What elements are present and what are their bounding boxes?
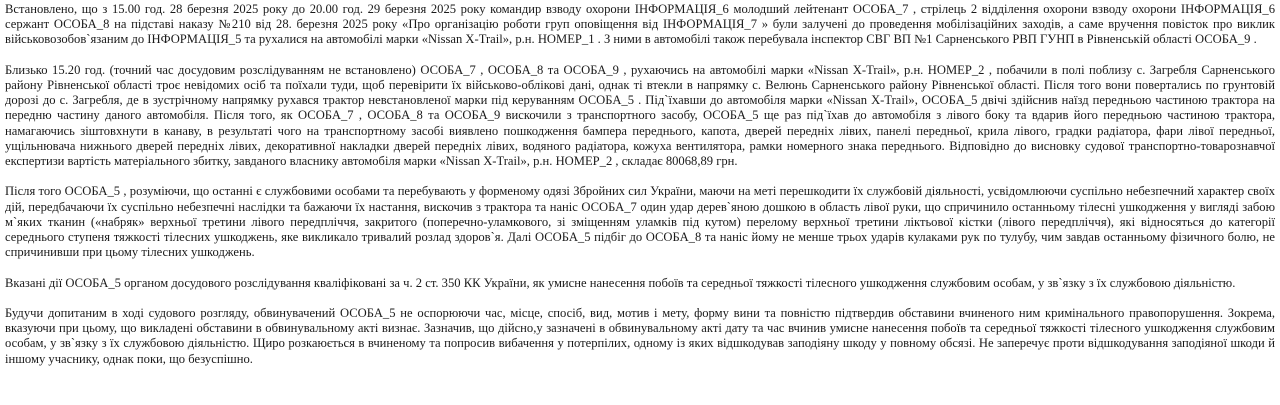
paragraph-circumstances: Встановлено, що з 15.00 год. 28 березня 2025 року до 20.00 год. 29 березня 2025 року командир взводу охорони ІНФОРМАЦІЯ_6 молодший лейтенант ОСОБА_7 , стрілець 2 відділення охорони взводу охорони ІНФОРМАЦІЯ_6 сержант ОСОБА_8 на підставі наказу №210 від 28. березня 2025 року «Про організацію роботи груп оповіщення від ІНФОРМАЦІЯ_7 » були залучені до проведення мобілізаційних заходів, а саме вручення повісток про виклик військовозобов`язаним до ІНФОРМАЦІЯ_5 та рухалися на автомобілі марки «Nissan X-Trail», р.н. НОМЕР_1 . З ними в автомобілі також перебувала інспектор СВГ ВП №1 Сарненського РВП ГУНП в Рівненській області ОСОБА_9 .	[5, 2, 1275, 47]
paragraph-assault: Після того ОСОБА_5 , розуміючи, що останні є службовими особами та перебувають у форменому одязі Збройних сил України, маючи на меті перешкодити їх службовій діяльності, усвідомлюючи суспільно небезпечний характер своїх дій, передбачаючи їх суспільно небезпечні наслідки та бажаючи їх настання, вискочив з трактора та наніс ОСОБА_7 один удар дерев`яною дошкою в область лівої руки, що спричинило останньому тілесні ушкодження у вигляді забою м`яких тканин («набряк» верхньої третини лівого передпліччя, закритого (поперечно-уламкового, зі зміщенням уламків під кутом) перелому верхньої третини ліктьової кістки (лівого передпліччя), які відносяться до категорії середнього ступеня тяжкості тілесних ушкоджень, яке викликало тривалий розлад здоров`я. Далі ОСОБА_5 підбіг до ОСОБА_8 та наніс йому не менше трьох ударів кулаками рук по тулубу, чим завдав останньому фізичного болю, не спричинивши при цьому тілесних ушкоджень.	[5, 184, 1275, 260]
paragraph-qualification: Вказані дії ОСОБА_5 органом досудового розслідування кваліфіковані за ч. 2 ст. 350 КК України, як умисне нанесення побоїв та середньої тяжкості тілесного ушкодження службовим особам, у зв`язку з їх службовою діяльністю.	[5, 275, 1236, 290]
paragraph-testimony: Будучи допитаним в ході судового розгляду, обвинувачений ОСОБА_5 не оспорюючи час, місце, спосіб, вид, мотив і мету, форму вини та повністю підтвердив обставини вчиненого ним кримінального правопорушення. Зокрема, вказуючи при цьому, що викладені обставини в обвинувальному акті визнає. Зазначив, що дійсно,у зазначені в обвинувальному акті дату та час вчинив умисне нанесення побоїв та середньої тяжкості тілесного ушкодження службовим особам, у зв`язку з їх службовою діяльністю. Щиро розкаюється в вчиненому та попросив вибачення у потерпілих, одному із яких відшкодував заподіяну шкоду у повному обсязі. Не заперечує проти відшкодування заподіяної шкоди й іншому учаснику, однак поки, що безуспішно.	[5, 306, 1275, 366]
paragraph-incident: Близько 15.20 год. (точний час досудовим розслідуванням не встановлено) ОСОБА_7 , ОСОБА_8 та ОСОБА_9 , рухаючись на автомобілі марки «Nissan X-Trail», р.н. НОМЕР_2 , побачили в полі поблизу с. Загребля Сарненського району Рівненської області троє невідомих осіб та поїхали туди, щоб перевірити їх військово-облікові дані, однак ті втекли в напрямку с. Велюнь Сарненського району Рівненської області. Після того вони повертались по грунтовій дорозі до с. Загребля, де в зустрічному напрямку рухався трактор невстановленої марки під керуванням ОСОБА_5 . Під`їхавши до автомобіля марки «Nissan X-Trail», ОСОБА_5 двічі здійснив наїзд передньою частиною трактора на передню частину даного автомобіля. Після того, як ОСОБА_7 , ОСОБА_8 та ОСОБА_9 вискочили з транспортного засобу, ОСОБА_5 ще раз під`їхав до автомобіля з лівого боку та вдарив його передньою частиною трактора, намагаючись зіштовхнути в канаву, в результаті чого на транспортному засобі виявлено пошкодження бампера переднього, капота, дверей передніх лівих, панелі передньої, крила лівого, градки радіатора, фари лівої передньої, ущільнювача нижнього дверей передніх лівих, декоративної накладки дверей передніх лівих, водяного радіатора, кожуха вентилятора, рамки номерного знака переднього. Відповідно до висновку судової транспортно-товарознавчої експертизи вартість матеріального збитку, завданого власнику автомобіля марки «Nissan X-Trail», р.н. НОМЕР_2 , складає 80068,89 грн.	[5, 62, 1275, 169]
